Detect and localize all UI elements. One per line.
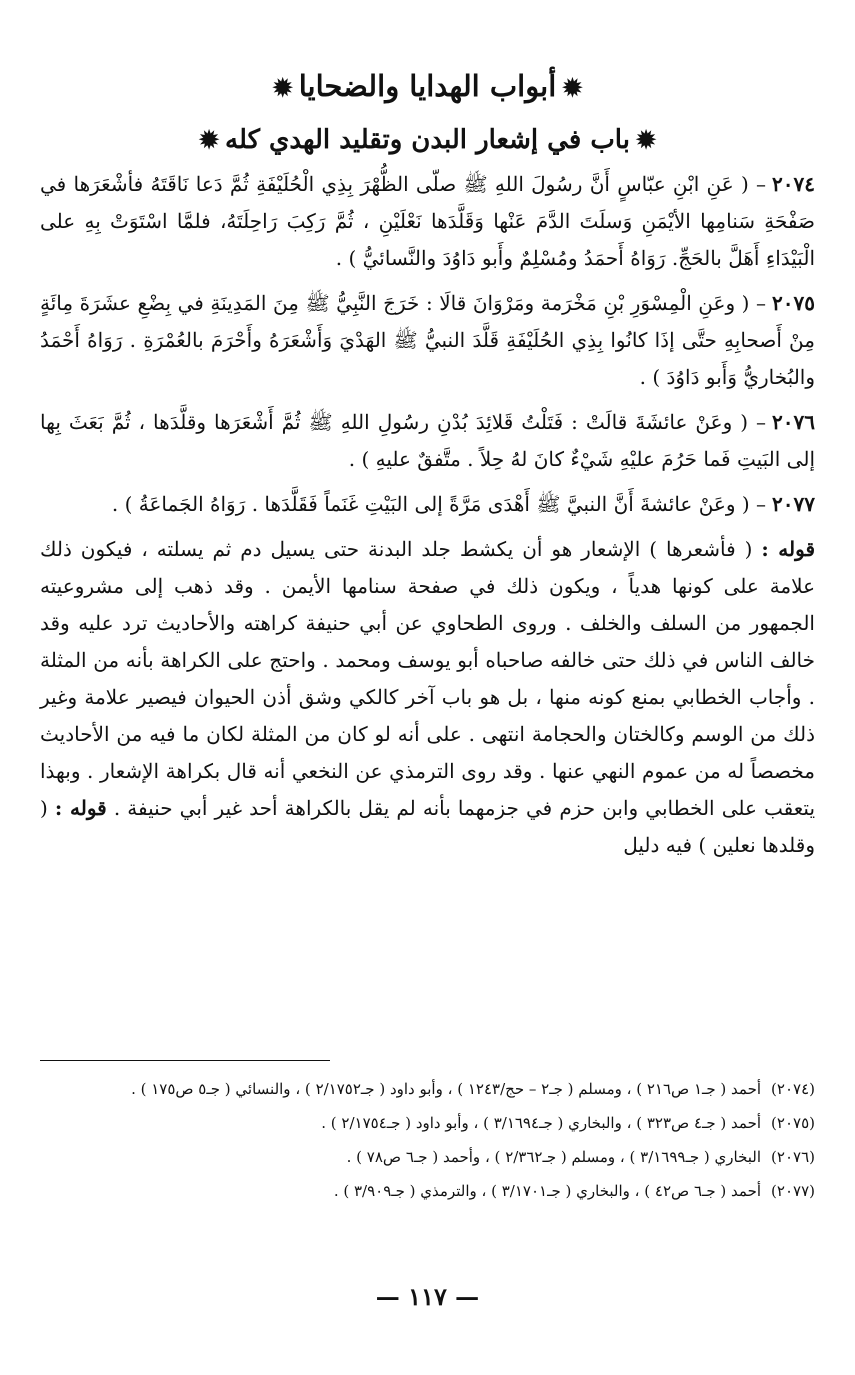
section-heading [40,118,815,162]
commentary-text: ( فأشعرها ) الإشعار هو أن يكشط جلد البدنة حتى يسيل دم ثم يسلته ، فيكون ذلك علامة على كونها هدياً ، ويكون ذلك في صفحة سنامها الأيمن . وقد ذهب إلى مشروعيته الجمهور من السلف والخلف . وروى الطحاوي عن أبي حنيفة كراهته والأحاديث ترد عليه وقد خالف الناس في ذلك حتى خالفه صاحباه أبو يوسف ومحمد . واحتج على الكراهة بأنه من المثلة . وأجاب الخطابي بمنع كونه منها ، بل هو باب آخر كالكي وشق أذن الحيوان فيصير علامة وغير ذلك من الوسم وكالختان والحجامة انتهى . على أنه لو كان من المثلة لكان ما فيه من الأحاديث مخصصاً له من عموم النهي عنها . وقد روى الترمذي عن النخعي أنه قال بكراهة الإشعار . وبهذا يتعقب على الخطابي وابن حزم في جزمهما بأنه لم يقل بالكراهة أحد غير أبي حنيفة . [40,537,816,820]
footnote-number: (٢٠٧٤) [771,1080,815,1098]
footnote-item [40,1106,815,1140]
page-number: — ١١٧ — [375,1282,480,1311]
footnote-number: (٢٠٧٧) [771,1182,815,1200]
commentary-lead: قوله : [761,537,816,561]
footnote-text: أحمد ( جـ١ ص٢١٦ ) ، ومسلم ( جـ٢ – حج/١٢٤٣ ) ، وأبو داود ( جـ٢/١٧٥٢ ) ، والنسائي ( جـ٥ ص١٧٥ ) . [131,1080,762,1098]
section-title: باب في إشعار البدن وتقليد الهدي كله [225,125,630,155]
footnote-number: (٢٠٧٥) [771,1114,815,1132]
hadith-text: – ( وعَنِ الْمِسْوَرِ بْنِ مَخْرَمة ومَرْوَانَ قالَا : خَرَجَ النَّبِيُّ ﷺ مِنَ المَدِينَةِ في بِضْعِ عشَرَةَ مِائَةٍ مِنْ أَصحابِهِ حتَّى إذَا كانُوا بِذِي الحُلَيْفَةِ قَلَّدَ النبيُّ ﷺ الهَدْيَ وَأَشْعَرَهُ وأَحْرَمَ بالعُمْرَةِ . رَوَاهُ أَحْمَدُ والبُخاريُّ وَأَبو دَاوُدَ ) . [40,291,815,389]
hadith-2076 [40,404,815,478]
hadith-number: ٢٠٧٧ [772,492,815,516]
hadith-text: – ( عَنِ ابْنِ عبّاسٍ أَنَّ رسُولَ اللهِ ﷺ صلّى الظُّهْرَ بِذِي الْحُلَيْفَةِ ثُمَّ دَعا نَاقَتَهُ فأشْعَرَها في صَفْحَةِ سَنامِها الأيْمَنِ وَسلَتَ الدَّمَ عَنْها وَقَلَّدَها نَعْلَيْنِ ، ثُمَّ رَكِبَ رَاحِلَتَهُ، فلمَّا اسْتَوَتْ بِهِ على الْبَيْدَاءِ أَهَلَّ بالحَجِّ. رَوَاهُ أَحمَدُ ومُسْلِمٌ وأَبو دَاوُدَ والنَّسائيُّ ) . [40,172,815,270]
footnote-text: أحمد ( جـ٤ ص٣٢٣ ) ، والبخاري ( جـ٣/١٦٩٤ ) ، وأبو داود ( جـ٢/١٧٥٤ ) . [321,1114,762,1132]
footnote-text: البخاري ( جـ٣/١٦٩٩ ) ، ومسلم ( جـ٢/٣٦٢ ) ، وأحمد ( جـ٦ ص٧٨ ) . [346,1148,762,1166]
hadith-text: – ( وعَنْ عائشَةَ قالَتْ : فَتَلْتُ قَلائِدَ بُدْنِ رسُولِ اللهِ ﷺ ثُمَّ أَشْعَرَها وقلَّدَها ، ثُمَّ بَعَثَ بِها إلى البَيتِ فَما حَرُمَ عليْهِ شَيْءٌ كانَ لهُ حِلاً . متَّفقٌ عليهِ ) . [40,410,815,471]
hadith-number: ٢٠٧٤ [772,172,815,196]
footnote-item [40,1140,815,1174]
hadith-2077 [40,486,815,523]
chapter-title: أبواب الهدايا والضحايا [298,69,557,103]
footnote-text: أحمد ( جـ٦ ص٤٢ ) ، والبخاري ( جـ٣/١٧٠١ ) ، والترمذي ( جـ٣/٩٠٩ ) . [333,1182,762,1200]
commentary-tail-lead: قوله : [54,796,107,820]
footnote-item [40,1072,815,1106]
hadith-text: – ( وعَنْ عائشةَ أَنَّ النبيَّ ﷺ أَهْدَى مَرَّةً إلى البَيْتِ غَنَماً فَقَلَّدَها . رَوَاهُ الجَماعَةُ ) . [111,492,767,516]
hadith-number: ٢٠٧٥ [772,291,815,315]
star-ornament-icon: ✹ [562,73,583,102]
footnote-number: (٢٠٧٦) [771,1148,815,1166]
star-ornament-icon: ✹ [635,125,657,154]
footnote-item [40,1174,815,1208]
hadith-number: ٢٠٧٦ [772,410,815,434]
commentary-paragraph [40,531,815,864]
hadith-2075 [40,285,815,396]
star-ornament-icon: ✹ [198,125,220,154]
chapter-heading [40,62,815,112]
star-ornament-icon: ✹ [272,73,293,102]
hadith-2074 [40,166,815,277]
footnotes [40,1072,815,1208]
page-body [40,62,815,864]
footnote-divider [40,1060,330,1061]
commentary-tail: ( وقلدها نعلين ) فيه دليل [40,796,815,857]
